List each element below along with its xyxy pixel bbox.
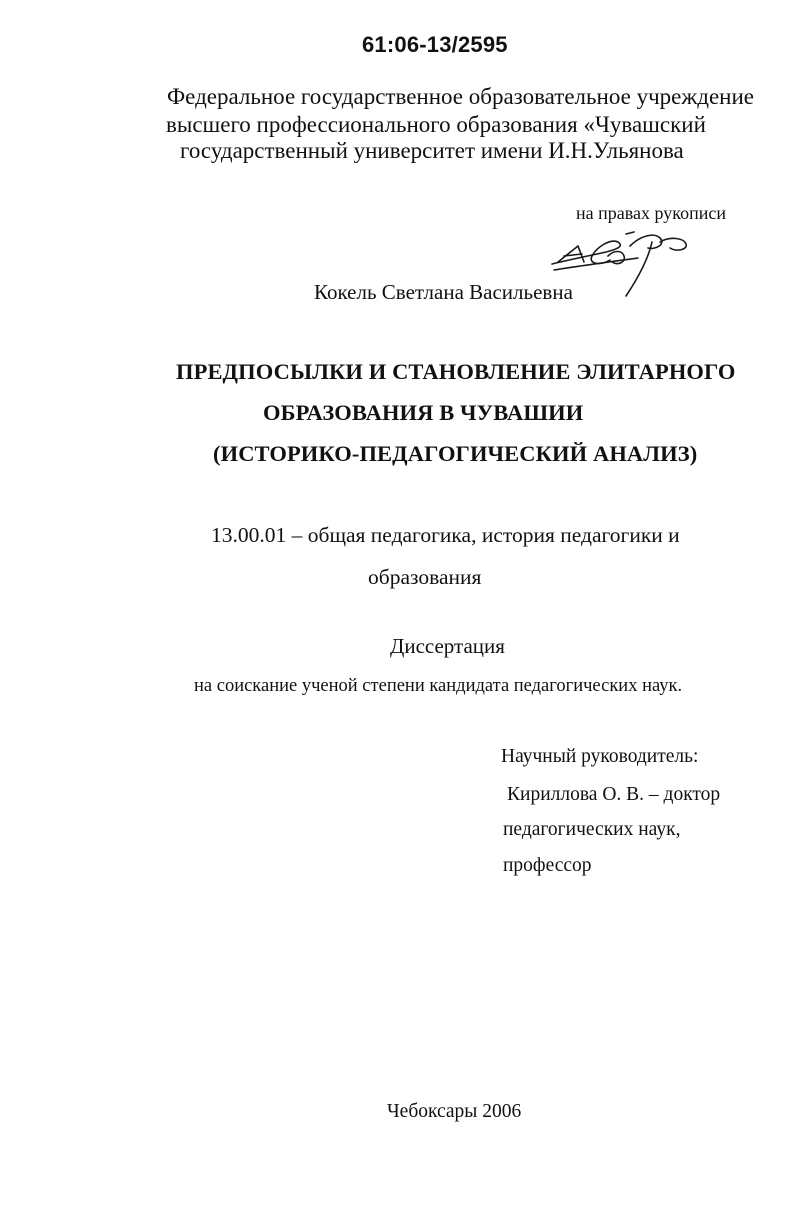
specialty-line-2: образования <box>368 565 482 589</box>
institution-line-2: высшего профессионального образования «Чувашский <box>166 112 706 137</box>
catalog-number: 61:06-13/2595 <box>362 32 508 57</box>
title-line-3: (ИСТОРИКО-ПЕДАГОГИЧЕСКИЙ АНАЛИЗ) <box>213 441 698 466</box>
supervisor-line-3: профессор <box>503 855 592 876</box>
specialty-line-1: 13.00.01 – общая педагогика, история педагогики и <box>211 523 680 547</box>
title-line-1: ПРЕДПОСЫЛКИ И СТАНОВЛЕНИЕ ЭЛИТАРНОГО <box>176 359 736 384</box>
supervisor-label: Научный руководитель: <box>501 746 699 767</box>
manuscript-rights-label: на правах рукописи <box>576 203 726 223</box>
supervisor-line-1: Кириллова О. В. – доктор <box>507 784 721 805</box>
city-year: Чебоксары 2006 <box>387 1101 522 1122</box>
institution-line-3: государственный университет имени И.Н.Ульянова <box>180 138 684 163</box>
author-name: Кокель Светлана Васильевна <box>314 280 573 304</box>
work-type: Диссертация <box>390 634 505 658</box>
degree-statement: на соискание ученой степени кандидата педагогических наук. <box>194 676 683 696</box>
title-line-2: ОБРАЗОВАНИЯ В ЧУВАШИИ <box>263 400 584 425</box>
institution-line-1: Федеральное государственное образовательное учреждение <box>167 84 754 109</box>
supervisor-line-2: педагогических наук, <box>503 819 681 840</box>
